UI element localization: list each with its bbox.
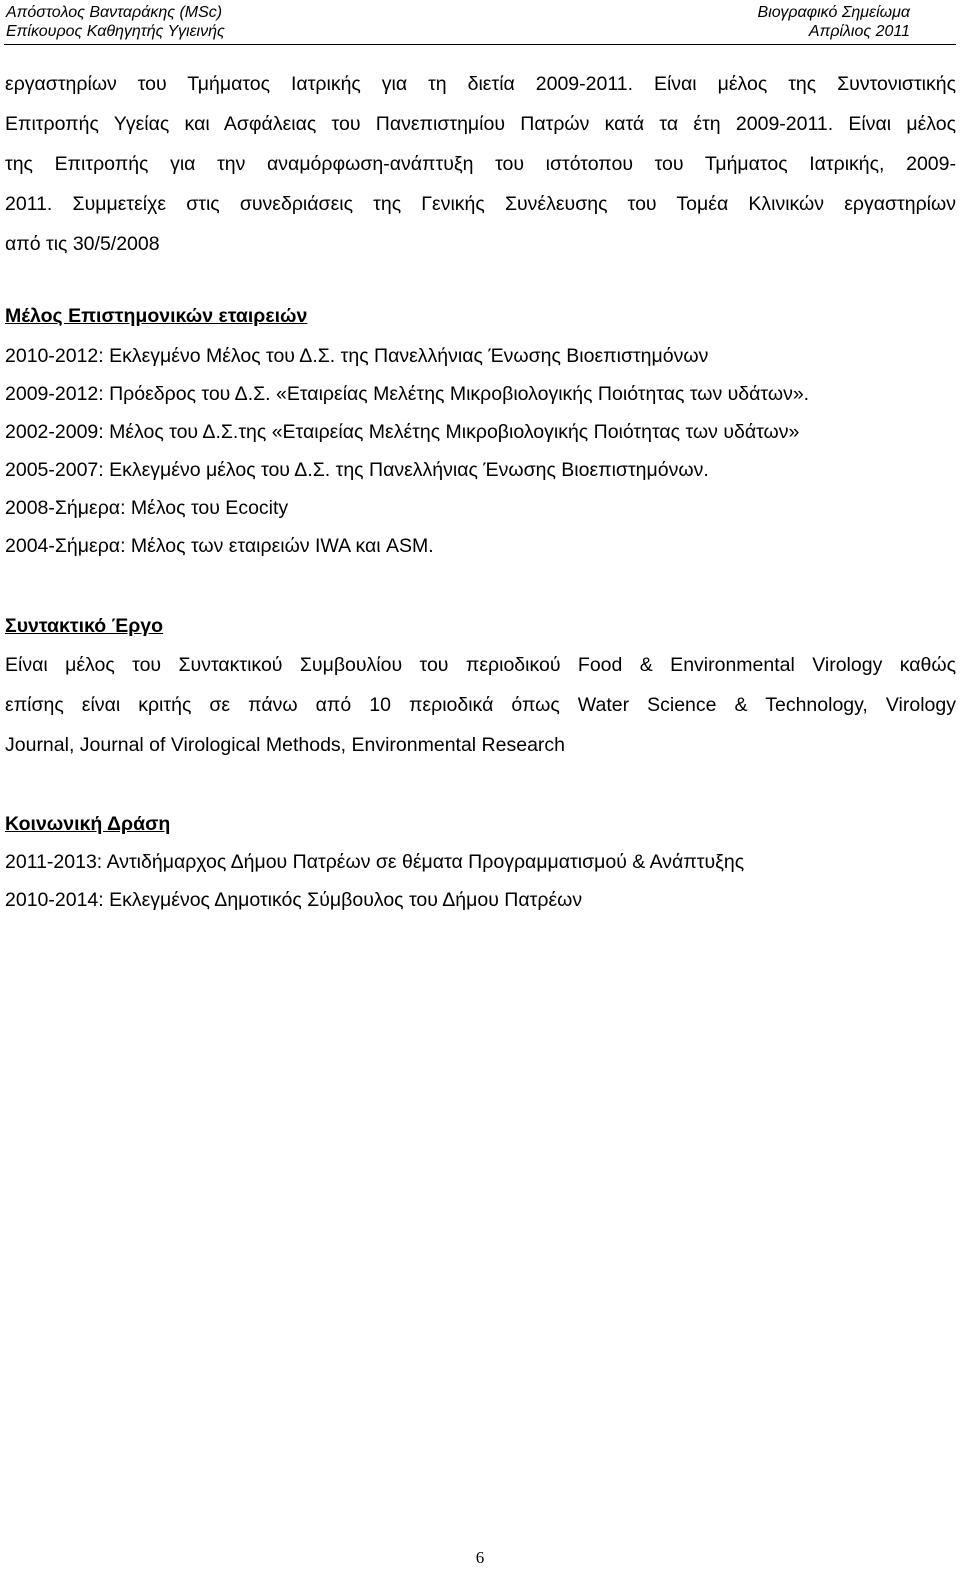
header-divider [4,44,956,45]
intro-line: Επιτροπής Υγείας και Ασφάλειας του Πανεπιστημίου Πατρών κατά τα έτη 2009-2011. Είναι μέλος [5,113,956,135]
list-item: 2009-2012: Πρόεδρος του Δ.Σ. «Εταιρείας Μελέτης Μικροβιολογικής Ποιότητας των υδάτων». [5,383,810,405]
intro-line: εργαστηρίων του Τμήματος Ιατρικής για τη διετία 2009-2011. Είναι μέλος της Συντονιστικής [5,73,956,95]
editorial-paragraph [5,645,956,765]
societies-list [5,337,809,565]
list-item: 2002-2009: Μέλος του Δ.Σ.της «Εταιρείας Μελέτης Μικροβιολογικής Ποιότητας των υδάτων» [5,421,800,443]
editorial-line: Είναι μέλος του Συντακτικού Συμβουλίου του περιοδικού Food & Environmental Virology καθώς [5,654,956,676]
societies-heading: Μέλος Επιστημονικών εταιρειών [5,305,308,327]
intro-line: από τις 30/5/2008 [5,233,160,255]
social-heading: Κοινωνική Δράση [5,813,171,835]
page-header [0,0,960,40]
list-item: 2004-Σήμερα: Μέλος των εταιρειών IWA και ASM. [5,535,434,557]
list-item: 2005-2007: Εκλεγμένο μέλος του Δ.Σ. της Πανελλήνιας Ένωσης Βιοεπιστημόνων. [5,459,709,481]
list-item: 2010-2014: Εκλεγμένος Δημοτικός Σύμβουλος του Δήμου Πατρέων [5,889,583,911]
header-left [6,3,225,41]
intro-line: 2011. Συμμετείχε στις συνεδριάσεις της Γενικής Συνέλευσης του Τομέα Κλινικών εργαστηρίων [5,193,956,215]
editorial-line: επίσης είναι κριτής σε πάνω από 10 περιοδικά όπως Water Science & Technology, Virology [5,694,956,716]
header-date: Απρίλιος 2011 [808,23,910,40]
list-item: 2008-Σήμερα: Μέλος του Ecocity [5,497,289,519]
list-item: 2010-2012: Εκλεγμένο Μέλος του Δ.Σ. της Πανελλήνιας Ένωσης Βιοεπιστημόνων [5,345,709,367]
header-doc-title: Βιογραφικό Σημείωμα [757,4,910,21]
editorial-line: Journal, Journal of Virological Methods, Environmental Research [5,734,566,756]
editorial-heading: Συντακτικό Έργο [5,615,164,637]
social-list [5,843,744,919]
list-item: 2011-2013: Αντιδήμαρχος Δήμου Πατρέων σε θέματα Προγραμματισμού & Ανάπτυξης [5,851,745,873]
intro-line: της Επιτροπής για την αναμόρφωση-ανάπτυξη του ιστότοπου του Τμήματος Ιατρικής, 2009- [5,153,956,175]
header-position: Επίκουρος Καθηγητής Υγιεινής [6,23,225,40]
intro-paragraph [5,64,956,264]
header-author: Απόστολος Βανταράκης (MSc) [6,4,223,21]
page-number: 6 [475,1548,485,1567]
header-right [758,3,910,41]
